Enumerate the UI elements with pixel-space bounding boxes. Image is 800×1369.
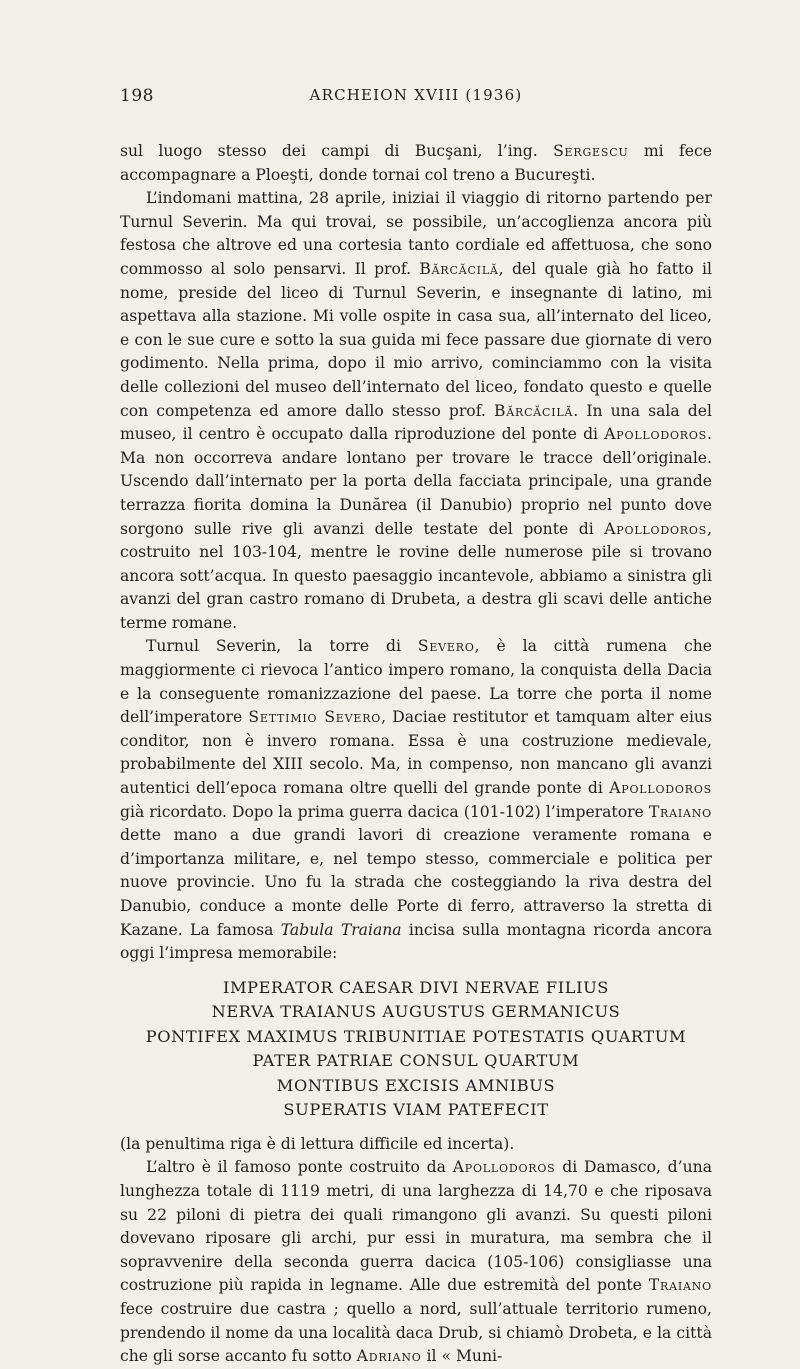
text-run: fece costruire due castra ; quello a nord, sull’attuale territorio rumeno, prendendo il nome da una località daca Drub, si chiamò Drobeta, e la città che gli sorse accanto fu sotto	[120, 1299, 712, 1366]
text-run: sul luogo stesso dei campi di Bucşani, l’ing.	[120, 142, 554, 160]
paragraphs-before-inscription	[120, 140, 712, 966]
paragraph	[120, 140, 712, 187]
running-head: ARCHEION XVIII (1936)	[309, 86, 523, 104]
text-run: , costruito nel 103-104, mentre le rovine delle numerose pile si trovano ancora sott’acqua. In questo paesaggio incantevole, abbiamo a sinistra gli avanzi del gran castro romano di Drubeta, a destra gli scavi delle antiche terme romane.	[120, 519, 712, 632]
paragraph	[120, 635, 712, 965]
proper-name: Adriano	[356, 1347, 422, 1366]
inscription-line: PONTIFEX MAXIMUS TRIBUNITIAE POTESTATIS QUARTUM	[145, 1026, 687, 1046]
text-run: , Daciae restitutor et tamquam alter eius conditor, non è invero romana. Essa è una costruzione medievale, probabilmente del XIII secolo. Ma, in compenso, non mancano gli avanzi autentici dell’epoca romana oltre quelli del grande ponte di	[120, 708, 712, 798]
inscription-line: PATER PATRIAE CONSUL QUARTUM	[252, 1051, 580, 1071]
italic-text: Tabula Traiana	[280, 920, 402, 939]
proper-name: Apollodoros	[452, 1158, 556, 1177]
inscription-block	[120, 976, 712, 1123]
inscription-line: IMPERATOR CAESAR DIVI NERVAE FILIUS	[222, 977, 609, 997]
proper-name: Traiano	[648, 802, 712, 821]
text-run: . Ma non occorreva andare lontano per trovare le tracce dell’originale. Uscendo dall’internato per la porta della facciata principale, una grande terrazza fiorita domina la Dunărea (il Danubio) proprio nel punto dove sorgono sulle rive gli avanzi delle testate del ponte di	[120, 425, 712, 538]
text-run: dette mano a due grandi lavori di creazione veramente romana e d’importanza militare, e, nel tempo stesso, commerciale e politica per nuove provincie. Uno fu la strada che costeggiando la riva destra del Danubio, conduce a monte delle Porte di ferro, attraverso la stretta di Kazane. La famosa	[120, 826, 712, 939]
text-run: , è la città rumena che maggiormente ci rievoca l’antico impero romano, la conquista della Dacia e la conseguente romanizzazione del paese. La torre che porta il nome dell’imperatore	[120, 637, 712, 727]
text-run: già ricordato. Dopo la prima guerra dacica (101-102) l’imperatore	[120, 802, 649, 821]
paragraph	[120, 1156, 712, 1368]
proper-name: Sergescu	[553, 142, 629, 160]
paragraphs-after-inscription	[120, 1133, 712, 1369]
proper-name: Apollodoros	[609, 779, 712, 798]
proper-name: Apollodoros	[604, 425, 708, 444]
paragraph	[120, 187, 712, 635]
text-run: L’indomani mattina, 28 aprile, iniziai il viaggio di ritorno partendo per Turnul Severin. Ma qui trovai, se possibile, un’accoglienza ancora più festosa che altrove ed una cortesia tanto cordiale ed affettuosa, che sono commosso al solo pensarvi. Il prof.	[120, 189, 712, 278]
text-run: incisa sulla montagna ricorda ancora oggi l’impresa memorabile:	[120, 920, 712, 963]
proper-name: Traiano	[648, 1276, 712, 1295]
page-number: 198	[120, 86, 154, 106]
inscription-line: NERVA TRAIANUS AUGUSTUS GERMANICUS	[211, 1002, 621, 1022]
body-text	[120, 140, 712, 1369]
text-run: . In una sala del museo, il centro è occupato dalla riproduzione del ponte di	[120, 401, 712, 444]
page-header	[120, 86, 712, 114]
text-run: mi fece accompagnare a Ploeşti, donde tornai col treno a Bucureşti.	[120, 142, 712, 184]
text-run: di Damasco, d’una lunghezza totale di 1119 metri, di una larghezza di 14,70 e che riposava su 22 piloni di pietra dei quali rimangono gli avanzi. Su questi piloni dovevano riposare gli archi, pur essi in muratura, ma sembra che il sopravvenire della seconda guerra dacica (105-106) consigliasse una costruzione più rapida in legname. Alle due estremità del ponte	[120, 1158, 712, 1295]
proper-name: Bărcăcilă	[419, 259, 499, 278]
text-run: , del quale già ho fatto il nome, preside del liceo di Turnul Severin, e insegnante di latino, mi aspettava alla stazione. Mi volle ospite in casa sua, all’internato del liceo, e con le sue cure e sotto la sua guida mi fece passare due giornate di vero godimento. Nella prima, dopo il mio arrivo, cominciammo con la visita delle collezioni del museo dell’internato del liceo, fondato questo e quelle con competenza ed amore dallo stesso prof.	[120, 259, 712, 420]
proper-name: Bărcăcilă	[493, 401, 574, 420]
text-run: Turnul Severin, la torre di	[146, 637, 418, 656]
inscription-line: SUPERATIS VIAM PATEFECIT	[283, 1100, 549, 1120]
text-run: L’altro è il famoso ponte costruito da	[146, 1158, 453, 1177]
proper-name: Apollodoros	[604, 519, 708, 538]
proper-name: Settimio Severo	[248, 708, 382, 727]
inscription-line: MONTIBUS EXCISIS AMNIBUS	[276, 1075, 556, 1095]
text-run: (la penultima riga è di lettura difficile ed incerta).	[120, 1134, 515, 1153]
proper-name: Severo	[417, 637, 475, 656]
text-run: il « Muni-	[421, 1347, 503, 1366]
paragraph	[120, 1133, 712, 1157]
